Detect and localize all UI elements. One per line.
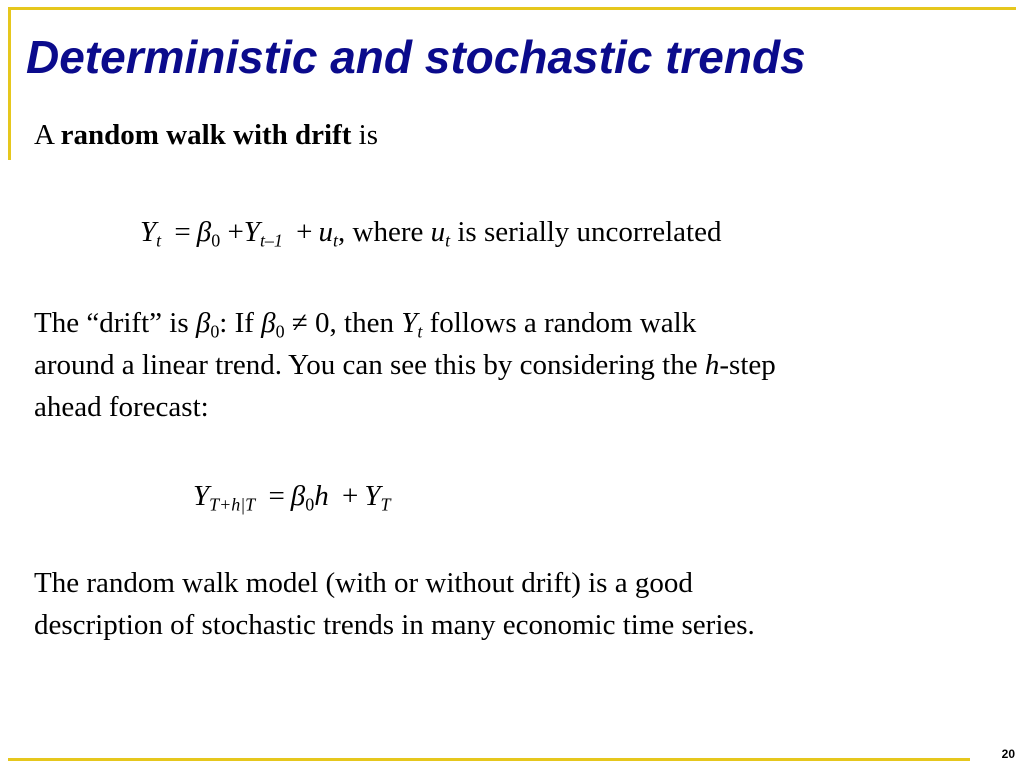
para1-h: h <box>704 349 720 382</box>
para1-y: Y <box>401 307 418 339</box>
eq1-plus1: + <box>227 216 244 248</box>
eq1-u: u <box>318 216 334 248</box>
para1-y-sub: t <box>417 321 423 342</box>
eq2-beta-sub: 0 <box>305 494 315 515</box>
eq2-y: Y <box>364 480 381 512</box>
eq2-lhs: Y <box>193 480 210 512</box>
eq1-equals: = <box>174 216 191 248</box>
equation-h-step-forecast <box>193 480 391 515</box>
eq1-beta: β <box>196 216 212 248</box>
eq1-u2-sub: t <box>445 230 451 251</box>
eq2-h: h <box>314 480 329 512</box>
eq1-u-sub: t <box>333 230 339 251</box>
para1-text-c: ≠ 0, then <box>284 307 402 339</box>
para1-beta1: β <box>195 307 211 339</box>
slide-title: Deterministic and stochastic trends <box>26 31 806 83</box>
equation-random-walk-drift <box>140 216 722 251</box>
para2-line1: The random walk model (with or without drift) is a good <box>34 567 693 599</box>
para1-line3: ahead forecast: <box>34 391 209 424</box>
drift-paragraph <box>34 302 776 428</box>
eq1-tail: is serially uncorrelated <box>450 216 722 248</box>
eq2-y-sub: T <box>380 494 391 515</box>
eq2-beta: β <box>290 480 306 512</box>
para1-text-b: : If <box>219 307 262 339</box>
intro-text <box>34 114 378 156</box>
eq1-plus2: + <box>296 216 313 248</box>
top-border <box>8 7 1016 10</box>
intro-suffix: is <box>351 119 379 151</box>
para1-beta2-sub: 0 <box>275 321 285 342</box>
eq1-y-lag-sub: t–1 <box>259 230 283 251</box>
eq1-where: , where <box>338 216 431 248</box>
left-border <box>8 7 11 160</box>
conclusion-paragraph <box>34 562 755 646</box>
para1-text-a: The “drift” is <box>34 307 196 339</box>
eq2-plus: + <box>341 480 359 512</box>
para2-line2: description of stochastic trends in many economic time series. <box>34 609 755 642</box>
eq1-u2: u <box>430 216 446 248</box>
para1-beta2: β <box>261 307 276 339</box>
para1-text-f: -step <box>719 349 776 382</box>
para1-line2 <box>34 344 776 386</box>
bottom-border <box>8 758 970 761</box>
eq1-lhs-sub: t <box>156 230 162 251</box>
eq2-equals: = <box>268 480 285 512</box>
page-number: 20 <box>1001 747 1015 761</box>
para1-text-d: follows a random walk <box>422 307 697 339</box>
intro-prefix: A <box>34 119 61 151</box>
para1-text-e: around a linear trend. You can see this by considering the <box>34 349 705 382</box>
eq1-y-lag: Y <box>243 216 260 248</box>
eq2-lhs-sub: T+h|T <box>209 494 256 515</box>
para1-beta1-sub: 0 <box>210 321 220 342</box>
eq1-beta-sub: 0 <box>211 230 221 251</box>
intro-bold-term: random walk with drift <box>60 119 352 151</box>
para1-line1 <box>34 302 776 344</box>
eq1-lhs: Y <box>140 216 157 248</box>
